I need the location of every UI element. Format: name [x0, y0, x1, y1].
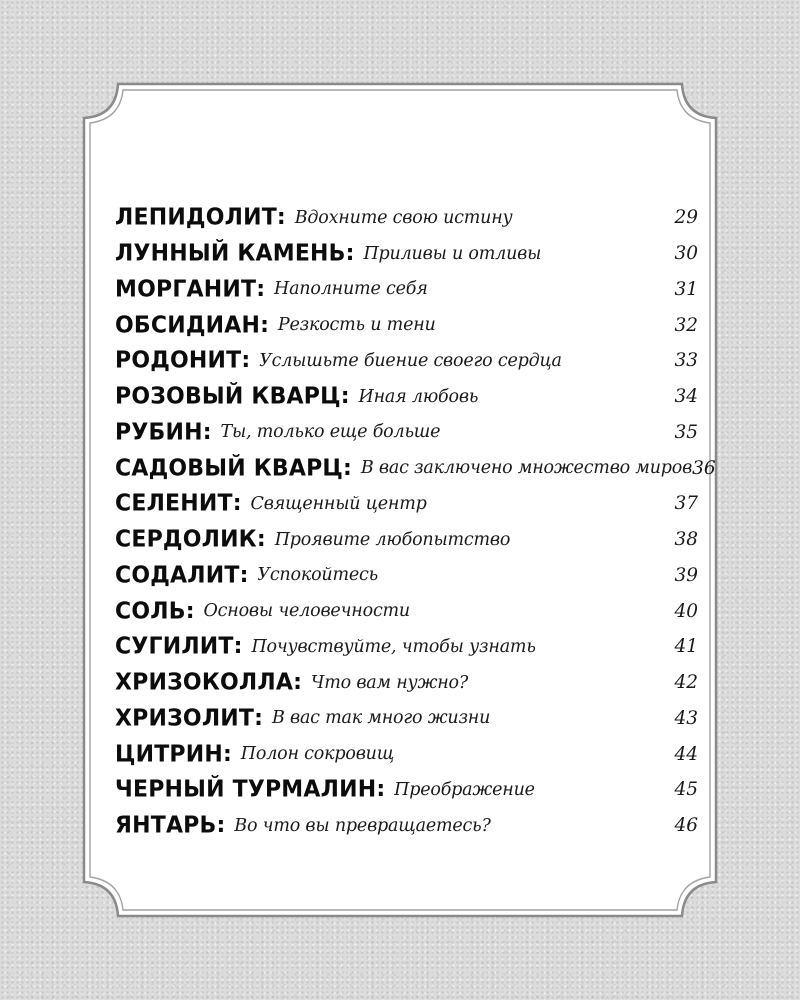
toc-entry[interactable] — [115, 701, 700, 737]
page-number: 29 — [674, 207, 698, 229]
gem-name: РОДОНИТ — [115, 347, 242, 375]
chapter-subtitle: Услышьте биение своего сердца — [259, 350, 562, 371]
toc-entry[interactable] — [115, 772, 700, 808]
chapter-subtitle: В вас так много жизни — [271, 708, 491, 729]
gem-name: РОЗОВЫЙ КВАРЦ — [115, 383, 341, 410]
page-number: 44 — [674, 743, 698, 765]
gem-name: ЛЕПИДОЛИТ — [115, 204, 277, 232]
chapter-subtitle: Успокойтесь — [257, 565, 378, 586]
page-number: 32 — [674, 314, 698, 336]
page-number: 33 — [674, 350, 698, 372]
toc-entry[interactable] — [115, 200, 700, 236]
name-separator: : — [216, 813, 226, 839]
name-separator: : — [256, 276, 266, 302]
name-separator: : — [256, 527, 266, 553]
gem-name: МОРГАНИТ — [115, 276, 257, 303]
name-separator: : — [254, 705, 263, 731]
name-separator: : — [260, 312, 269, 338]
gem-name: РУБИН — [115, 419, 203, 446]
gem-name: СОЛЬ — [115, 597, 186, 625]
gem-name: СУГИЛИТ — [115, 633, 234, 661]
gem-name: САДОВЫЙ КВАРЦ — [115, 454, 344, 482]
gem-name: ЯНТАРЬ — [115, 812, 217, 839]
toc-entry[interactable] — [115, 379, 700, 415]
gem-name: ЧЕРНЫЙ ТУРМАЛИН — [115, 776, 377, 804]
chapter-subtitle: Наполните себя — [274, 279, 428, 300]
toc-entry[interactable] — [115, 415, 700, 451]
chapter-subtitle: Проявите любопытство — [274, 529, 511, 550]
toc-entry[interactable] — [115, 486, 700, 522]
page-number: 42 — [674, 672, 698, 694]
toc-entry[interactable] — [115, 236, 700, 272]
gem-name: СОДАЛИТ — [115, 562, 240, 589]
name-separator: : — [232, 491, 242, 517]
chapter-subtitle: Что вам нужно? — [310, 672, 469, 693]
page-number: 40 — [674, 600, 698, 622]
chapter-subtitle: Почувствуйте, чтобы узнать — [251, 636, 536, 657]
name-separator: : — [239, 562, 249, 588]
toc-entry[interactable] — [115, 450, 716, 486]
name-separator: : — [233, 634, 243, 660]
page-number: 39 — [674, 564, 698, 586]
toc-entry[interactable] — [115, 593, 700, 629]
gem-name: ЛУННЫЙ КАМЕНЬ — [115, 240, 346, 267]
toc-entry[interactable] — [115, 808, 700, 844]
chapter-subtitle: Приливы и отливы — [363, 243, 542, 264]
page-number: 36 — [692, 457, 716, 479]
page-number: 30 — [674, 243, 698, 265]
chapter-subtitle: Преображение — [394, 779, 535, 800]
page-number: 38 — [674, 529, 698, 551]
gem-name: ХРИЗОЛИТ — [115, 705, 255, 732]
name-separator: : — [376, 777, 386, 803]
gem-name: СЕЛЕНИТ — [115, 490, 233, 518]
page-number: 43 — [674, 707, 698, 729]
gem-name: ЦИТРИН — [115, 740, 223, 768]
name-separator: : — [343, 455, 352, 481]
gem-name: ХРИЗОКОЛЛА — [115, 669, 294, 696]
table-of-contents — [115, 200, 716, 844]
name-separator: : — [340, 384, 350, 410]
page-number: 45 — [674, 779, 698, 801]
chapter-subtitle: Иная любовь — [358, 386, 479, 407]
name-separator: : — [222, 741, 232, 767]
toc-entry[interactable] — [115, 522, 700, 558]
chapter-subtitle: Резкость и тени — [277, 315, 436, 336]
toc-entry[interactable] — [115, 665, 700, 701]
name-separator: : — [185, 598, 195, 624]
chapter-subtitle: Вдохните свою истину — [294, 207, 513, 228]
name-separator: : — [345, 241, 355, 267]
gem-name: ОБСИДИАН — [115, 311, 261, 339]
name-separator: : — [276, 205, 286, 231]
page-number: 37 — [674, 493, 698, 515]
toc-entry[interactable] — [115, 736, 700, 772]
chapter-subtitle: Основы человечности — [203, 601, 411, 622]
page-number: 34 — [674, 386, 698, 408]
chapter-subtitle: В вас заключено множество миров — [360, 458, 693, 479]
gem-name: СЕРДОЛИК — [115, 526, 257, 553]
chapter-subtitle: Священный центр — [250, 493, 427, 514]
name-separator: : — [241, 348, 251, 374]
toc-entry[interactable] — [115, 629, 700, 665]
toc-entry[interactable] — [115, 558, 700, 594]
name-separator: : — [293, 670, 302, 696]
toc-entry[interactable] — [115, 307, 700, 343]
page-number: 46 — [674, 815, 698, 837]
name-separator: : — [202, 419, 212, 445]
chapter-subtitle: Во что вы превращаетесь? — [234, 815, 491, 836]
toc-entry[interactable] — [115, 272, 700, 308]
page-number: 31 — [674, 278, 698, 300]
chapter-subtitle: Полон сокровищ — [240, 744, 395, 765]
toc-entry[interactable] — [115, 343, 700, 379]
page-number: 35 — [674, 421, 698, 443]
page-number: 41 — [674, 636, 698, 658]
chapter-subtitle: Ты, только еще больше — [220, 422, 441, 443]
